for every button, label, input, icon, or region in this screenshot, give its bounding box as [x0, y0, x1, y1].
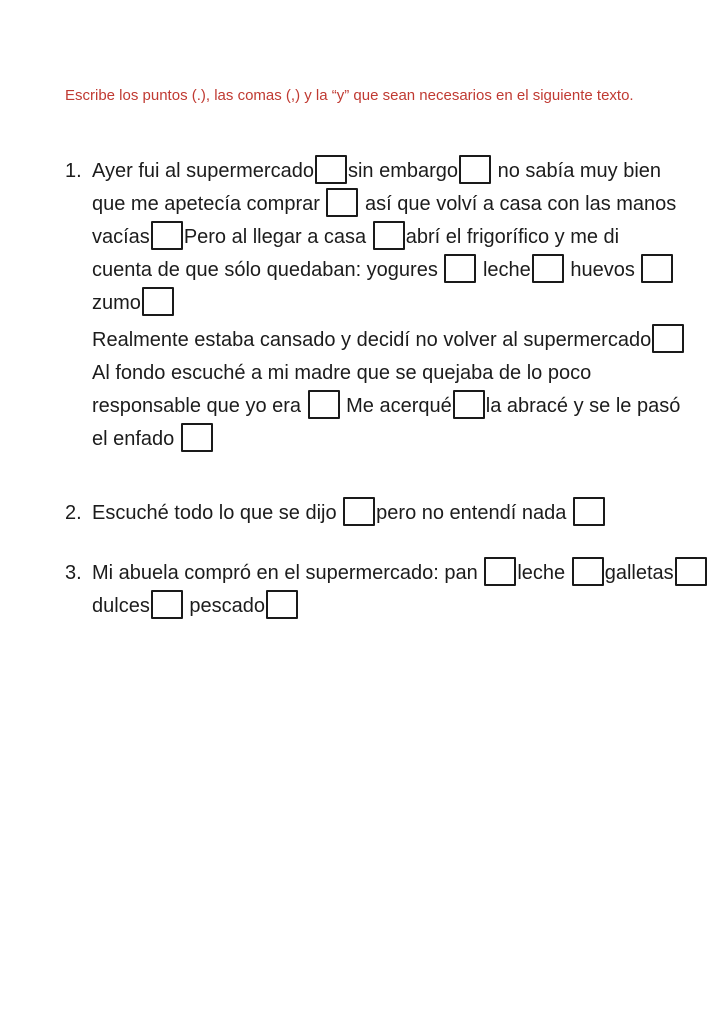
answer-box[interactable]	[532, 254, 564, 283]
text-fragment: leche	[517, 562, 571, 584]
answer-box[interactable]	[484, 557, 516, 586]
exercise-1-paragraph-1	[65, 155, 685, 320]
exercise-number: 3.	[65, 562, 88, 584]
text-line	[92, 557, 685, 590]
exercise-3-paragraph-1	[65, 557, 685, 623]
answer-box[interactable]	[308, 390, 340, 419]
exercise-text	[92, 497, 685, 530]
text-line	[92, 390, 685, 423]
text-fragment: abrí el frigorífico y me di	[405, 226, 620, 248]
answer-box[interactable]	[652, 324, 684, 353]
answer-box[interactable]	[151, 221, 183, 250]
exercise-1	[65, 155, 685, 456]
answer-box[interactable]	[326, 188, 358, 217]
text-line	[92, 324, 685, 357]
text-fragment: Mi abuela compró en el supermercado: pan	[92, 562, 484, 584]
text-line	[92, 590, 685, 623]
text-fragment: Ayer fui al supermercado	[92, 160, 314, 182]
answer-box[interactable]	[343, 497, 375, 526]
text-fragment: cuenta de que sólo quedaban: yogures	[92, 259, 444, 281]
exercise-number: 2.	[65, 502, 88, 524]
text-fragment: sin embargo	[347, 160, 459, 182]
text-fragment: que me apetecía comprar	[92, 193, 326, 215]
text-line	[92, 221, 685, 254]
exercise-text	[92, 557, 685, 623]
exercise-text	[92, 324, 685, 456]
exercise-number: 1.	[65, 160, 88, 182]
answer-box[interactable]	[444, 254, 476, 283]
text-fragment: Escuché todo lo que se dijo	[92, 502, 343, 524]
text-line	[92, 254, 685, 287]
text-line	[92, 287, 685, 320]
exercise-text	[92, 155, 685, 320]
text-fragment: huevos	[564, 259, 641, 281]
text-line	[92, 497, 685, 530]
text-line	[92, 357, 685, 390]
text-fragment: Realmente estaba cansado y decidí no volver al supermercado	[92, 329, 652, 351]
text-fragment: responsable que yo era	[92, 395, 307, 417]
text-line	[92, 188, 685, 221]
text-fragment: Al fondo escuché a mi madre que se quejaba de lo poco	[92, 362, 592, 384]
exercise-2-paragraph-1	[65, 497, 685, 530]
text-line	[92, 155, 685, 188]
answer-box[interactable]	[181, 423, 213, 452]
exercise-2	[65, 497, 685, 530]
answer-box[interactable]	[266, 590, 298, 619]
exercise-3	[65, 557, 685, 623]
answer-box[interactable]	[572, 557, 604, 586]
answer-box[interactable]	[373, 221, 405, 250]
text-fragment: no sabía muy bien	[492, 160, 662, 182]
answer-box[interactable]	[142, 287, 174, 316]
text-fragment: vacías	[92, 226, 150, 248]
exercise-1-paragraph-2	[65, 324, 685, 456]
text-line	[92, 423, 685, 456]
text-fragment: la abracé y se le pasó	[485, 395, 681, 417]
text-fragment: Pero al llegar a casa	[183, 226, 372, 248]
text-fragment: pero no entendí nada	[376, 502, 572, 524]
instruction-text: Escribe los puntos (.), las comas (,) y la “y” que sean necesarios en el siguiente texto.	[65, 87, 634, 104]
text-fragment: Me acerqué	[340, 395, 452, 417]
text-fragment: galletas	[604, 562, 674, 584]
answer-box[interactable]	[675, 557, 707, 586]
worksheet-body	[65, 155, 685, 623]
answer-box[interactable]	[573, 497, 605, 526]
text-fragment: dulces	[92, 595, 150, 617]
text-fragment: leche	[477, 259, 531, 281]
text-fragment: el enfado	[92, 428, 180, 450]
answer-box[interactable]	[641, 254, 673, 283]
text-fragment: pescado	[183, 595, 265, 617]
answer-box[interactable]	[453, 390, 485, 419]
text-fragment: zumo	[92, 292, 141, 314]
answer-box[interactable]	[459, 155, 491, 184]
answer-box[interactable]	[315, 155, 347, 184]
answer-box[interactable]	[151, 590, 183, 619]
text-fragment: así que volví a casa con las manos	[359, 193, 677, 215]
